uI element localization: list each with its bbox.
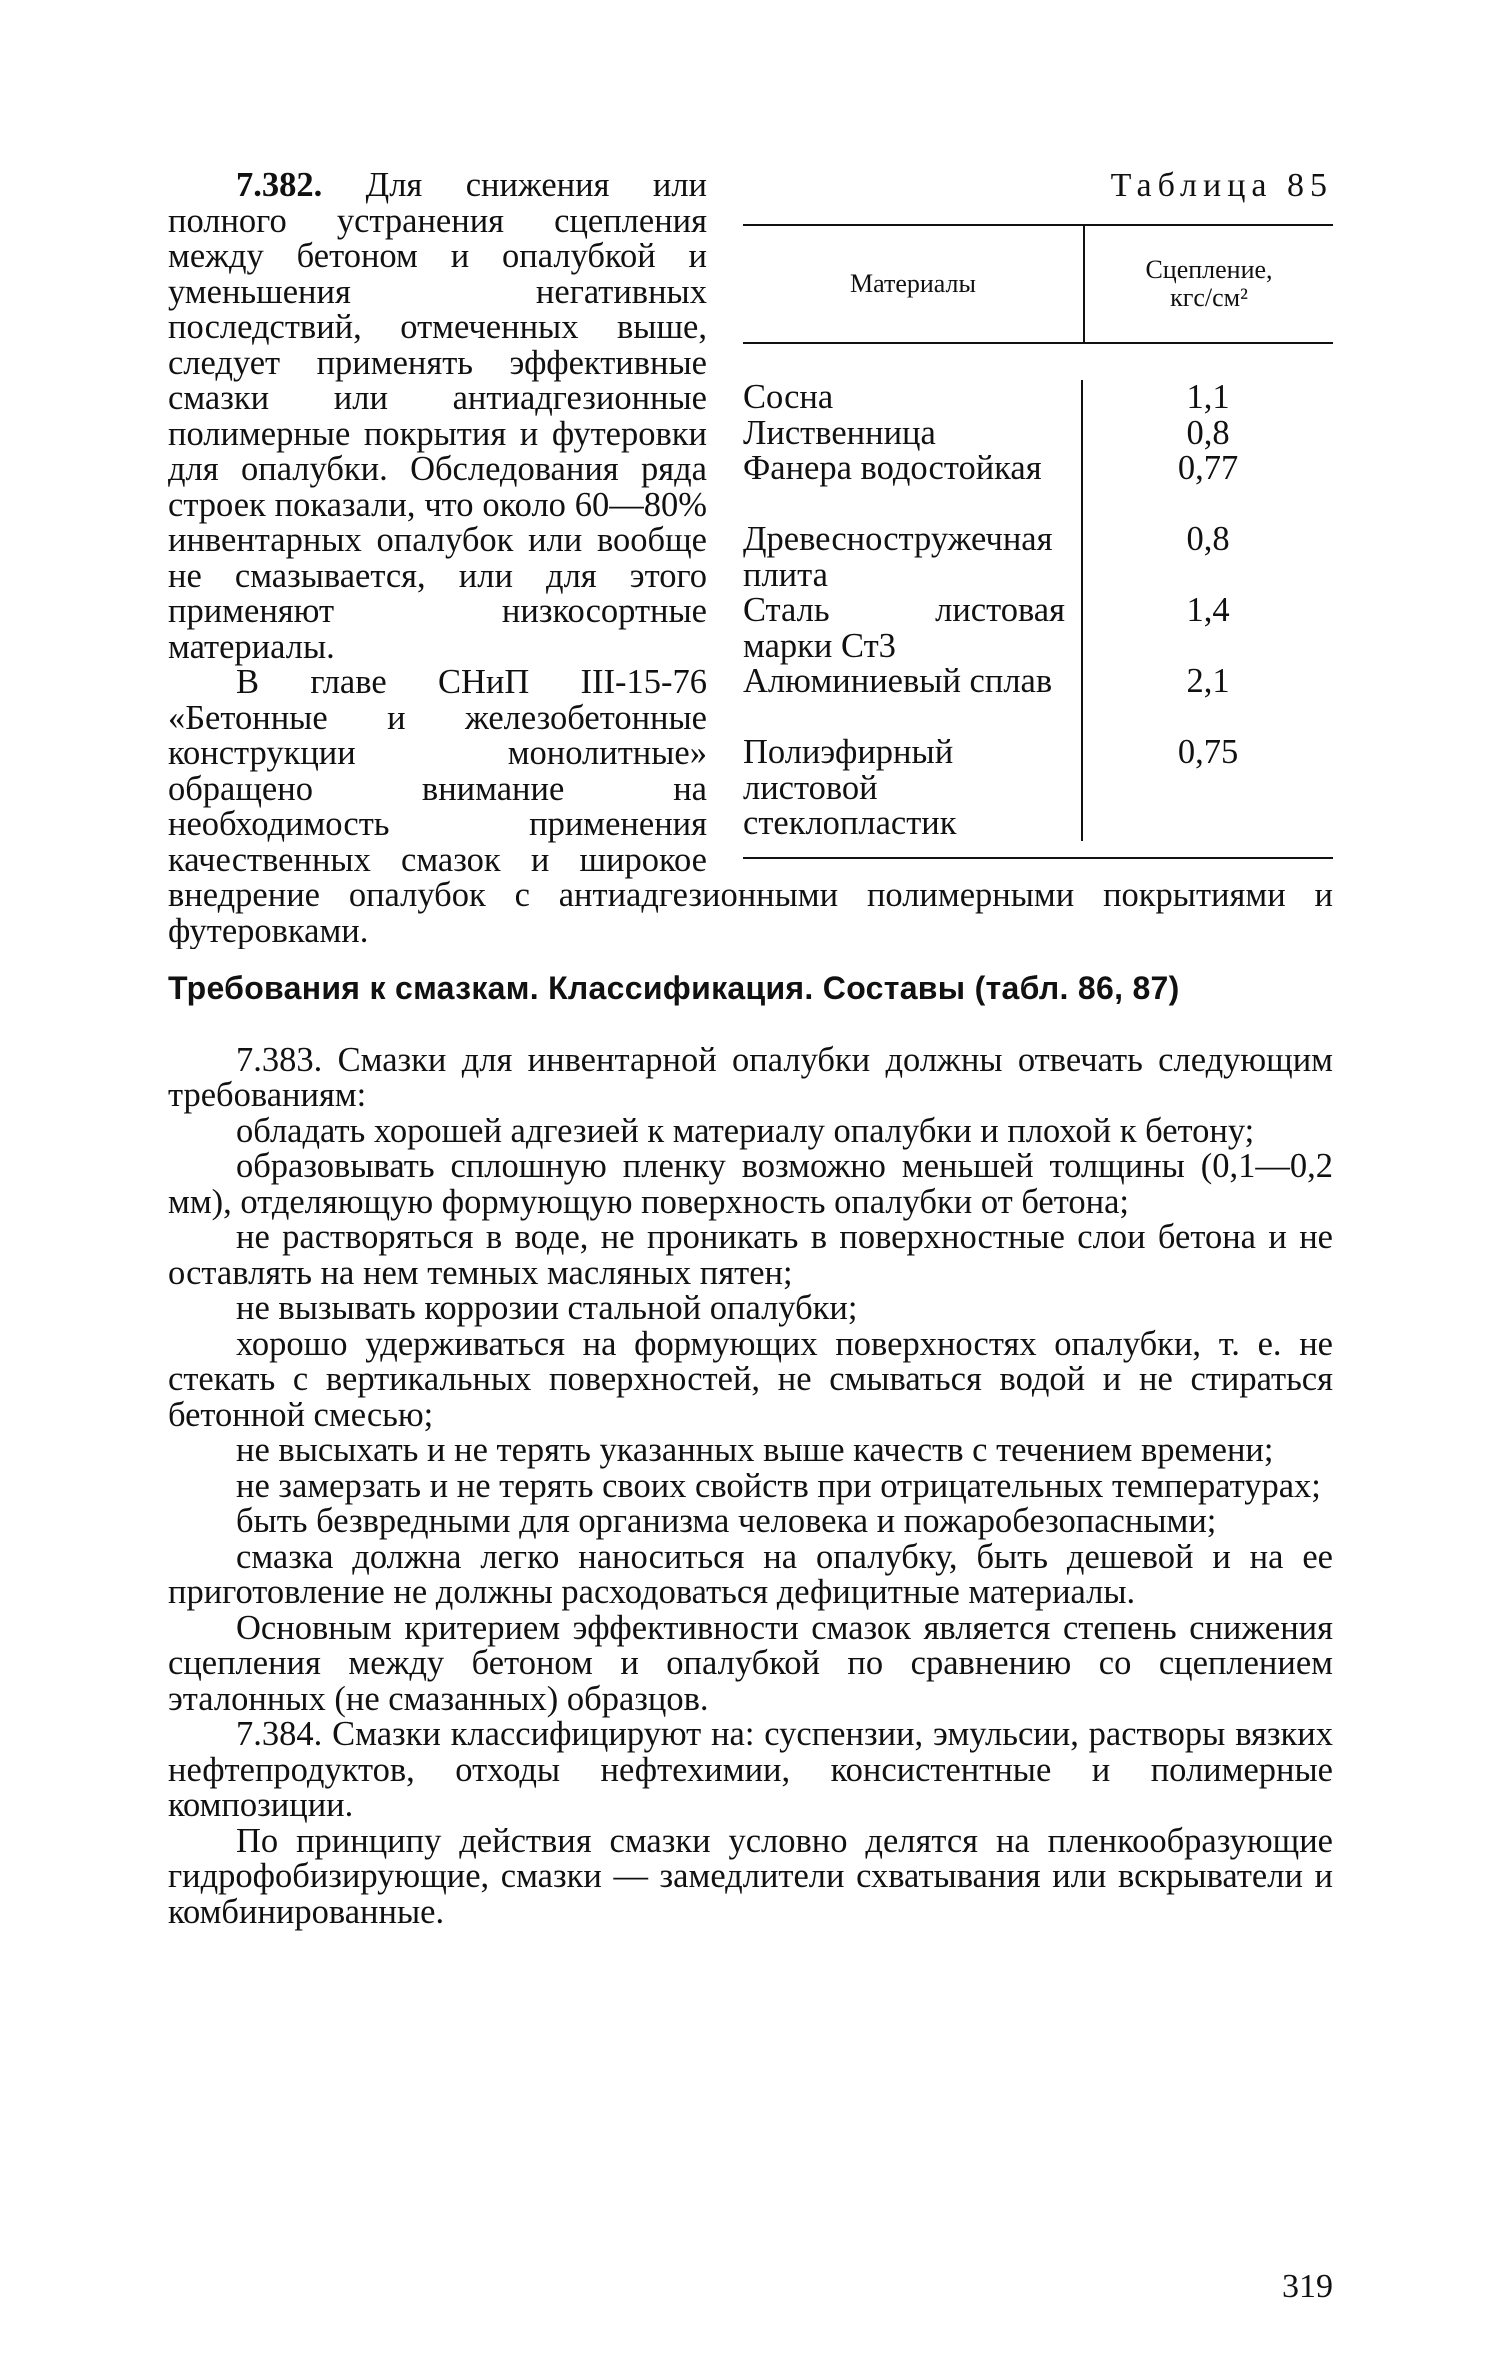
- materials-column: [743, 380, 1083, 841]
- value-cell: 2,1: [1186, 662, 1230, 700]
- paragraph-criterion: Основным критерием эффективности смазок является степень снижения сцепления между бетоном и опалубкой по сравнению со сцеплением эталонных (не смазанных) образцов.: [168, 1608, 1333, 1718]
- requirement-item: смазка должна легко наноситься на опалубку, быть дешевой и на ее приготовление не должны расходоваться дефицитные материалы.: [168, 1537, 1333, 1611]
- requirement-item: не вызывать коррозии стальной опалубки;: [236, 1289, 858, 1327]
- material-cell: Древесностружечная плита: [743, 520, 1053, 594]
- table-title: Таблица 85: [1110, 168, 1333, 204]
- value-cell: 1,1: [1186, 378, 1230, 416]
- requirement-item: обладать хорошей адгезией к материалу опалубки и плохой к бетону;: [236, 1111, 1255, 1150]
- header-materials: Материалы: [743, 226, 1085, 342]
- requirement-item: не растворяться в воде, не проникать в поверхностные слои бетона и не оставлять на нем темных масляных пятен;: [168, 1218, 1333, 1292]
- section-heading: Требования к смазкам. Классификация. Составы (табл. 86, 87): [168, 970, 1180, 1006]
- document-page: [168, 168, 1334, 2305]
- values-column: [1083, 380, 1333, 841]
- table-header: [743, 224, 1333, 344]
- table-85: [743, 168, 1333, 859]
- paragraph-7-384: [168, 1717, 1333, 1824]
- header-adhesion-unit: кгс/см²: [1170, 283, 1248, 312]
- page-number: 319: [1282, 2267, 1333, 2305]
- value-cell: 0,75: [1177, 733, 1239, 771]
- header-adhesion-label: Сцепление,: [1145, 255, 1273, 284]
- requirement-item: не высыхать и не терять указанных выше качеств с течением времени;: [236, 1431, 1274, 1469]
- top-section: [168, 168, 1333, 949]
- material-cell: Алюминиевый сплав: [743, 662, 1053, 700]
- value-cell: 0,8: [1186, 520, 1230, 558]
- requirement-item: не замерзать и не терять своих свойств при отрицательных температурах;: [236, 1466, 1321, 1505]
- section-number: 7.382.: [236, 168, 323, 204]
- paragraph-principle: По принципу действия смазки условно делятся на пленкообразующие гидрофобизирующие, смазки — замедлители схватывания или вскрыватели и комбинированные.: [168, 1821, 1333, 1931]
- requirement-item: хорошо удерживаться на формующих поверхностях опалубки, т. е. не стекать с вертикальных поверхностей, не смываться водой и не стираться бетонной смесью;: [168, 1324, 1333, 1434]
- value-cell: 0,8: [1186, 413, 1230, 452]
- material-cell: Фанера водостойкая: [743, 449, 1042, 487]
- section-number: 7.384.: [236, 1715, 323, 1753]
- paragraph-text: Для снижения или полного устранения сцепления между бетоном и опалубкой и уменьшения негативных последствий, отмеченных выше, следует применять эффективные смазки или антиадгезионные полимерные покрытия и футеровки для опалубки. Обследования ряда строек показали, что около 60—80% инвентарных опалубок или вообще не смазывается, или для этого применяют низкосортные материалы.: [168, 168, 707, 666]
- paragraph-text: Смазки классифицируют на: суспензии, эмульсии, растворы вязких нефтепродуктов, отходы нефтехимии, консистентные и полимерные композиции.: [168, 1715, 1333, 1824]
- paragraph-text: Смазки для инвентарной опалубки должны отвечать следующим требованиям:: [168, 1040, 1334, 1114]
- material-cell: Лиственница: [743, 413, 936, 452]
- table-body: [743, 344, 1333, 859]
- requirement-item: образовывать сплошную пленку возможно меньшей толщины (0,1—0,2 мм), отделяющую формующую поверхность опалубки от бетона;: [168, 1147, 1333, 1221]
- value-cell: 0,77: [1177, 449, 1239, 487]
- value-cell: 1,4: [1186, 591, 1230, 629]
- material-cell: Полиэфирный листовой стеклопластик: [743, 733, 957, 842]
- material-cell: Сосна: [743, 378, 834, 416]
- section-number: 7.383.: [236, 1040, 323, 1079]
- paragraph-7-383: [168, 1040, 1334, 1114]
- requirement-item: быть безвредными для организма человека и пожаробезопасными;: [236, 1502, 1217, 1540]
- paragraph-snip: В главе СНиП III-15-76 «Бетонные и железобетонные конструкции монолитные» обращено внимание на необходимость применения качественных смазок и широкое внедрение опалубок с антиадгезионными полимерными покрытиями и футеровками.: [168, 663, 1333, 949]
- header-adhesion: [1085, 226, 1333, 342]
- material-cell: Сталь листовая марки Ст3: [743, 591, 1065, 665]
